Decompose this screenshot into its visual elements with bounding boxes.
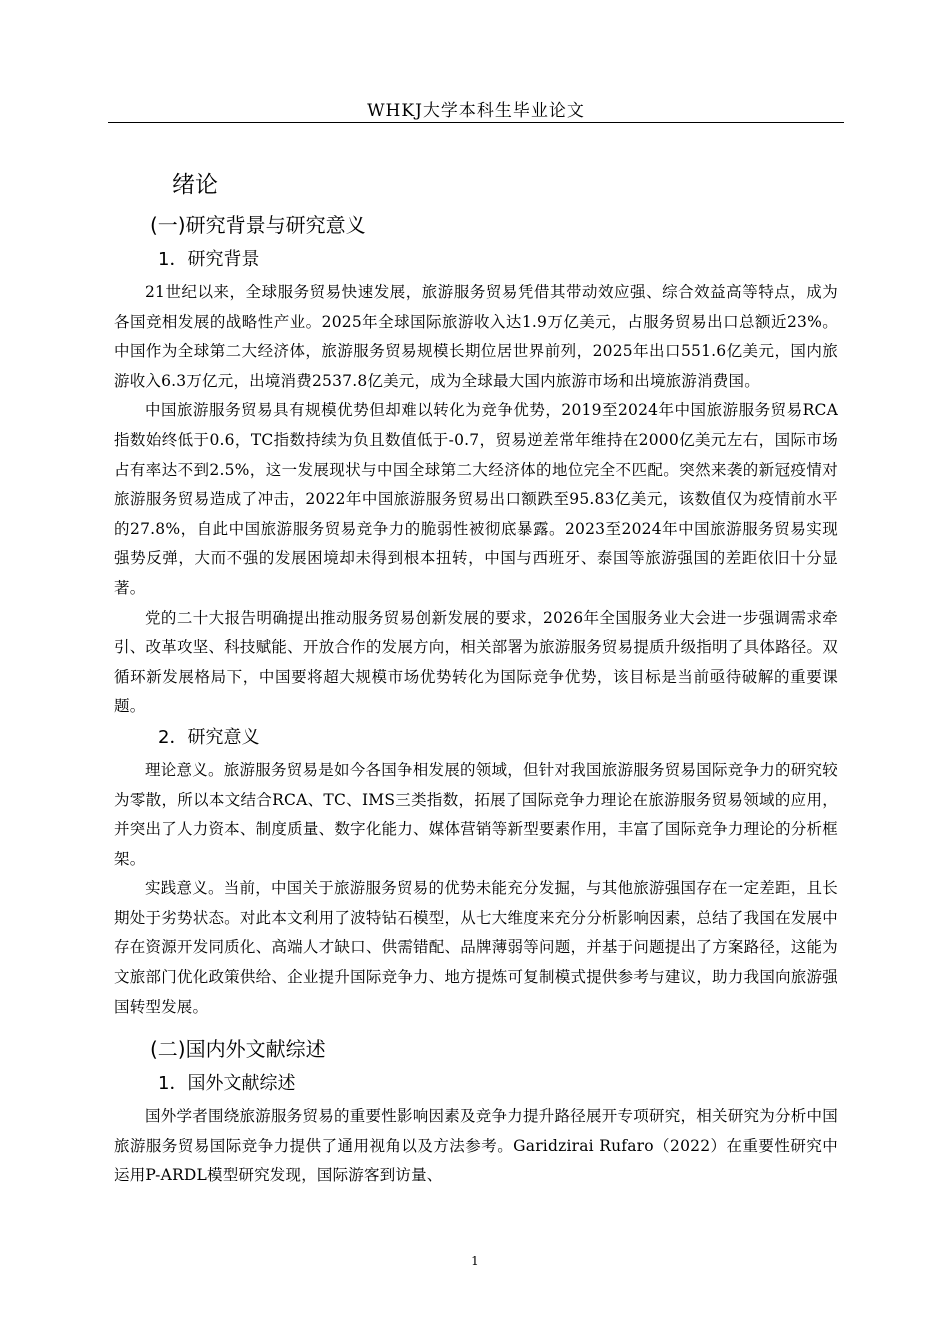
paragraph: 实践意义。当前，中国关于旅游服务贸易的优势未能充分发掘，与其他旅游强国存在一定差距，且长期处于劣势状态。对此本文利用了波特钻石模型，从七大维度来充分分析影响因素，总结了我国在发展中存在资源开发同质化、高端人才缺口、供需错配、品牌薄弱等问题，并基于问题提出了方案路径，这能为文旅部门优化政策供给、企业提升国际竞争力、地方提炼可复制模式提供参考与建议，助力我国向旅游强国转型发展。 bbox=[114, 879, 838, 1016]
section-heading-background-significance: (一)研究背景与研究意义 bbox=[150, 213, 366, 237]
header-divider bbox=[108, 122, 844, 123]
subsection-heading-foreign-literature: 1．国外文献综述 bbox=[158, 1073, 296, 1095]
running-header: WHKJ大学本科生毕业论文 bbox=[367, 101, 585, 121]
chapter-title: 绪论 bbox=[172, 172, 218, 198]
paragraph: 国外学者围绕旅游服务贸易的重要性影响因素及竞争力提升路径展开专项研究，相关研究为分析中国旅游服务贸易国际竞争力提供了通用视角以及方法参考。Garidzirai Rufaro（2022）在重要性研究中运用P-ARDL模型研究发现，国际游客到访量、 bbox=[114, 1107, 838, 1185]
paragraph: 21世纪以来，全球服务贸易快速发展，旅游服务贸易凭借其带动效应强、综合效益高等特点，成为各国竞相发展的战略性产业。2025年全球国际旅游收入达1.9万亿美元，占服务贸易出口总额近23%。中国作为全球第二大经济体，旅游服务贸易规模长期位居世界前列，2025年出口551.6亿美元，国内旅游收入6.3万亿元，出境消费2537.8亿美元，成为全球最大国内旅游市场和出境旅游消费国。 bbox=[114, 283, 838, 390]
paragraph: 理论意义。旅游服务贸易是如今各国争相发展的领域，但针对我国旅游服务贸易国际竞争力的研究较为零散，所以本文结合RCA、TC、IMS三类指数，拓展了国际竞争力理论在旅游服务贸易领域的应用，并突出了人力资本、制度质量、数字化能力、媒体营销等新型要素作用，丰富了国际竞争力理论的分析框架。 bbox=[114, 760, 838, 868]
section-heading-literature-review: (二)国内外文献综述 bbox=[150, 1037, 326, 1062]
paragraph: 中国旅游服务贸易具有规模优势但却难以转化为竞争优势，2019至2024年中国旅游服务贸易RCA指数始终低于0.6，TC指数持续为负且数值低于-0.7，贸易逆差常年维持在2000亿美元左右，国际市场占有率达不到2.5%，这一发展现状与中国全球第二大经济体的地位完全不匹配。突然来袭的新冠疫情对旅游服务贸易造成了冲击，2022年中国旅游服务贸易出口额跌至95.83亿美元，该数值仅为疫情前水平的27.8%，自此中国旅游服务贸易竞争力的脆弱性被彻底暴露。2023至2024年中国旅游服务贸易实现强势反弹，大而不强的发展困境却未得到根本扭转，中国与西班牙、泰国等旅游强国的差距依旧十分显著。 bbox=[114, 401, 838, 597]
paragraph: 党的二十大报告明确提出推动服务贸易创新发展的要求，2026年全国服务业大会进一步强调需求牵引、改革攻坚、科技赋能、开放合作的发展方向，相关部署为旅游服务贸易提质升级指明了具体路径。双循环新发展格局下，中国要将超大规模市场优势转化为国际竞争优势，该目标是当前亟待破解的重要课题。 bbox=[114, 608, 838, 716]
page-number: 1 bbox=[471, 1254, 479, 1268]
subsection-heading-significance: 2．研究意义 bbox=[158, 726, 260, 748]
page-body bbox=[114, 168, 838, 1191]
subsection-heading-background: 1．研究背景 bbox=[158, 249, 260, 270]
